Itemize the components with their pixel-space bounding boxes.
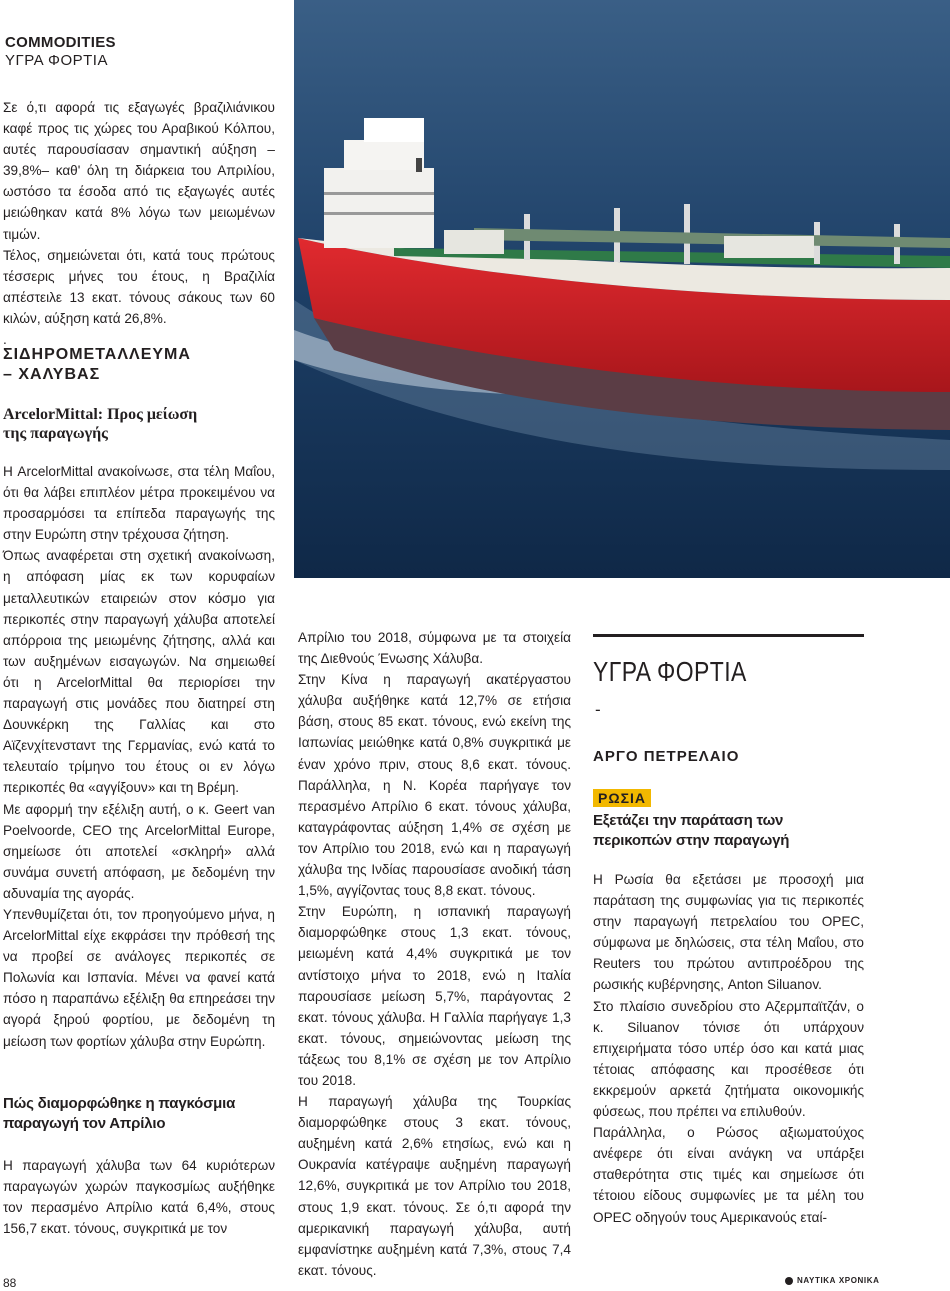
heading-line: – ΧΑΛΥΒΑΣ [3,366,101,383]
crude-oil-heading: ΑΡΓΟ ΠΕΤΡΕΛΑΙΟ [593,748,740,765]
article-paragraph: Η Ρωσία θα εξετάσει με προσοχή μια παράταση της συμφωνίας για τις περικοπές στην παραγωγή πετρελαίου του OPEC, σύμφωνα με δηλώσεις, στα τέλη Μαΐου, στο Reuters του πρώτου αντιπροέδρου της ρωσικής κυβέρνησης, Anton Siluanov. [593,872,864,993]
liquid-cargo-title: ΥΓΡΑ ΦΟΡΤΙΑ [593,656,747,687]
separator-dot: . [3,332,7,348]
section-rule [593,634,864,637]
section-subtitle: ΥΓΡΑ ΦΟΡΤΙΑ [5,52,108,69]
article-paragraph: Η παραγωγή χάλυβα της Τουρκίας διαμορφώθηκε στους 3 εκατ. τόνους, αυξημένη κατά 2,6% ετησίως, ενώ και η Ουκρανία κατέγραψε αυξημένη παραγωγή 12,6%, συγκριτικά με τον Απρίλιο του 2018, στους 1,9 εκατ. τόνους. Σε ό,τι αφορά την αμερικανική παραγωγή χάλυβα, αυτή εμφανίστηκε αυξημένη κατά 7,3%, στους 7,4 εκατ. τόνους. [298,1094,571,1278]
russia-title [593,811,864,851]
article-paragraph: Στο πλαίσιο συνεδρίου στο Αζερμπαϊτζάν, ο κ. Siluanov τόνισε ότι υπάρχουν επιχειρήματα τόσο υπέρ όσο και κατά μιας τέτοιας απόφασης και προσέθεσε ότι εκκρεμούν αρκετά ζητήματα οικονομικής φύσεως, που πρέπει να επιλυθούν. [593,998,864,1120]
brand-name: ΝΑΥΤΙΚΑ ΧΡΟΝΙΚΑ [797,1276,880,1285]
column-1-coffee [3,97,275,350]
global-production-article [3,1155,275,1239]
article-paragraph: Υπενθυμίζεται ότι, τον προηγούμενο μήνα, η ArcelorMittal είχε εκφράσει την πρόθεσή της να προβεί σε ανάλογες περικοπές σε Πολωνία και Ισπανία. Μένει να φανεί κατά πόσο η παραπάνω εξέλιξη θα επηρεάσει την αγορά ξηρού φορτίου, με δεδομένη τη μείωση των φορτίων χάλυβα στην Ευρώπη. [3,906,275,1049]
brand-logo-icon [785,1277,793,1285]
title-line: παραγωγή τον Απρίλιο [3,1115,166,1132]
arcelor-article [3,461,275,1052]
title-line: περικοπών στην παραγωγή [593,832,790,849]
heading-line: ΣΙΔΗΡΟΜΕΤΑΛΛΕΥΜΑ [3,346,191,363]
article-paragraph: Παράλληλα, ο Ρώσος αξιωματούχος ανέφερε ότι είναι ανάγκη να υπάρξει σταθερότητα στις τιμές και σημείωσε ότι τέτοιου είδους συμφωνίες με τα μέλη του OPEC οδηγούν τους Αμερικανούς εταί- [593,1125,864,1225]
article-paragraph: Όπως αναφέρεται στη σχετική ανακοίνωση, η απόφαση μίας εκ των κορυφαίων μεταλλευτικών εταιρειών στον κόσμο για περικοπές στην παραγωγή χάλυβα αποτελεί απόρροια της μειωμένης ζήτησης, αλλά και των αυξημένων εισαγωγών. Να σημειωθεί ότι η ArcelorMittal θα περιορίσει την παραγωγή στις μονάδες που διατηρεί στη Δουνκέρκη της Γαλλίας και στο Αϊζενχίτενσταντ της Γερμανίας, ενώ κατά το τελευταίο τρίμηνο του έτους οι εν λόγω περικοπές θα «αγγίξουν» και τη Βρέμη. [3,548,275,796]
publication-brand [785,1276,880,1285]
article-paragraph: Απρίλιο του 2018, σύμφωνα με τα στοιχεία της Διεθνούς Ένωσης Χάλυβα. [298,630,571,667]
column-2-steel [298,627,571,1281]
title-line: Εξετάζει την παράταση των [593,812,784,829]
country-badge: ΡΩΣΙΑ [593,789,651,807]
article-paragraph: Στην Κίνα η παραγωγή ακατέργαστου χάλυβα αυξήθηκε κατά 12,7% σε ετήσια βάση, στους 85 εκατ. τόνους, ενώ εκείνη της Ιαπωνίας μειώθηκε κατά 0,8% συγκριτικά με έναν χρόνο πριν, στους 8,6 εκατ. τόνους. Παράλληλα, η Ν. Κορέα παρήγαγε τον περασμένο Απρίλιο 6 εκατ. τόνους χάλυβα, καταγράφοντας αύξηση 1,4% σε σχέση με τον Απρίλιο του 2018, ενώ και η παραγωγή χάλυβα της Ινδίας παρουσίασε ανοδική τάση 1,5%, αγγίζοντας τους 8,8 εκατ. τόνους. [298,672,571,899]
title-line: ArcelorMittal: Προς μείωση [3,406,198,423]
page-number: 88 [3,1276,17,1290]
coffee-paragraph: Τέλος, σημειώνεται ότι, κατά τους πρώτους τέσσερις μήνες του έτους, η Βραζιλία απέστειλε 13 εκατ. τόνους σάκους των 60 κιλών, αύξηση κατά 26,8%. [3,247,275,326]
title-line: Πώς διαμορφώθηκε η παγκόσμια [3,1095,236,1112]
global-production-title [3,1094,275,1134]
russia-article [593,869,864,1228]
article-paragraph: Με αφορμή την εξέλιξη αυτή, ο κ. Geert van Poelvoorde, CEO της ArcelorMittal Europe, σημείωσε ότι αποτελεί «σκληρή» αλλά συνάμα συνετή απόφαση, με δεδομένη την αδυναμία της αγοράς. [3,801,275,901]
section-label: COMMODITIES [5,34,116,51]
tanker-photo [294,0,950,578]
section-heading-iron-ore [3,345,191,385]
title-dash: - [595,700,601,719]
coffee-paragraph: Σε ό,τι αφορά τις εξαγωγές βραζιλιάνικου καφέ προς τις χώρες του Αραβικού Κόλπου, αυτές παρουσίασαν σημαντική αύξηση –39,8%– καθ' όλη τη διάρκεια του Απριλίου, ωστόσο τα έσοδα από τις εξαγωγές αυτές μειώθηκαν κατά 8% λόγω των μειωμένων τιμών. [3,100,275,242]
article-paragraph: Στην Ευρώπη, η ισπανική παραγωγή διαμορφώθηκε στους 1,3 εκατ. τόνους, μειωμένη κατά 4,4% συγκριτικά με τον αντίστοιχο μήνα το 2018, ενώ η Ιταλία παρουσίασε μείωση 5,7%, παράγοντας 2 εκατ. τόνους χάλυβα. Η Γαλλία παρήγαγε 1,3 εκατ. τόνους, σημειώνοντας μείωση της τάξεως του 8,1% σε σχέση με τον Απρίλιο του 2018. [298,904,571,1088]
title-line: της παραγωγής [3,425,108,442]
arcelor-title [3,405,275,443]
article-paragraph: Η ArcelorMittal ανακοίνωσε, στα τέλη Μαΐου, ότι θα λάβει επιπλέον μέτρα προκειμένου να προσαρμόσει τα επίπεδα παραγωγής της στην Ευρώπη στην τρέχουσα ζήτηση. [3,464,275,543]
article-paragraph: Η παραγωγή χάλυβα των 64 κυριότερων παραγωγών χωρών παγκοσμίως αυξήθηκε τον περασμένο Απρίλιο κατά 6,4%, στους 156,7 εκατ. τόνους, συγκριτικά με τον [3,1158,275,1237]
